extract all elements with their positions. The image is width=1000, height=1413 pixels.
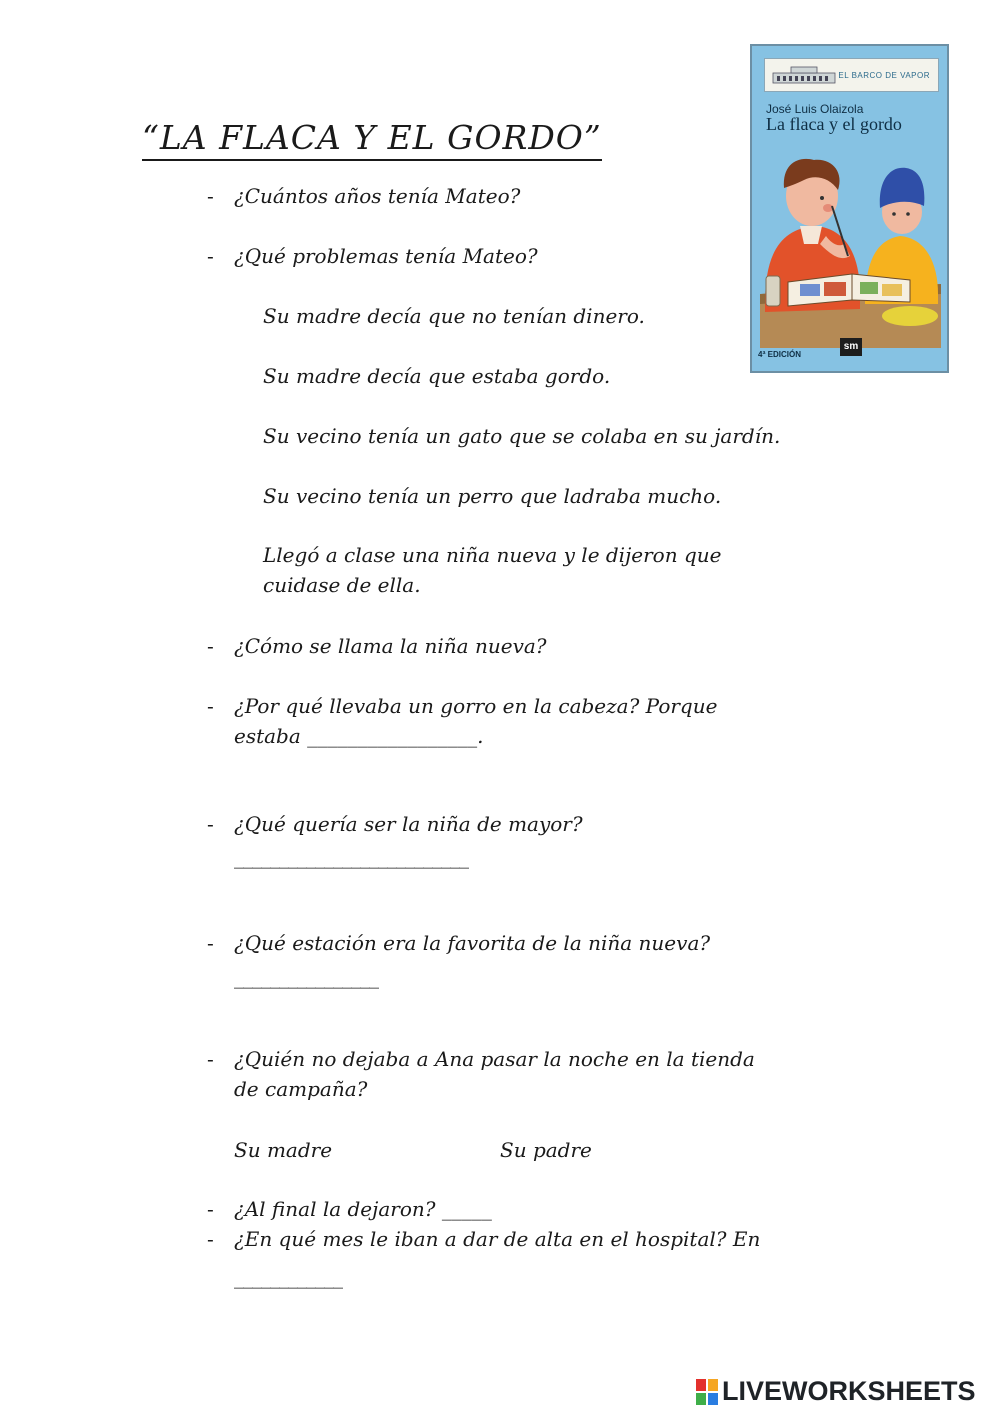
bullet-dash: - bbox=[207, 244, 214, 268]
answer-blank[interactable]: __________________________ bbox=[234, 845, 468, 869]
bullet-dash: - bbox=[207, 1047, 214, 1071]
cover-illustration bbox=[760, 144, 941, 348]
liveworksheets-logo bbox=[696, 1376, 994, 1410]
building-icon bbox=[771, 65, 837, 85]
publisher-logo: sm bbox=[840, 338, 862, 356]
bullet-dash: - bbox=[207, 931, 214, 955]
cover-edition: 4ª EDICIÓN bbox=[758, 350, 801, 359]
question-3: ¿Cómo se llama la niña nueva? bbox=[234, 634, 547, 658]
question-1: ¿Cuántos años tenía Mateo? bbox=[234, 184, 521, 208]
answer-blank[interactable]: ____________ bbox=[234, 1265, 342, 1289]
bullet-dash: - bbox=[207, 184, 214, 208]
question-5: ¿Qué quería ser la niña de mayor? bbox=[234, 812, 583, 836]
question-7: ¿Quién no dejaba a Ana pasar la noche en la tienda bbox=[234, 1047, 755, 1071]
answer-option-continuation[interactable]: cuidase de ella. bbox=[263, 573, 421, 597]
bullet-dash: - bbox=[207, 1197, 214, 1221]
bullet-dash: - bbox=[207, 694, 214, 718]
bullet-dash: - bbox=[207, 812, 214, 836]
question-2: ¿Qué problemas tenía Mateo? bbox=[234, 244, 538, 268]
cover-title: La flaca y el gordo bbox=[766, 114, 902, 134]
question-7-continuation: de campaña? bbox=[234, 1077, 368, 1101]
book-cover-image bbox=[750, 44, 949, 373]
liveworksheets-mark-icon bbox=[696, 1379, 718, 1405]
answer-option[interactable]: Llegó a clase una niña nueva y le dijeron que bbox=[263, 543, 722, 567]
question-9: ¿En qué mes le iban a dar de alta en el hospital? En bbox=[234, 1227, 761, 1251]
cover-series-band bbox=[764, 58, 939, 92]
question-4: ¿Por qué llevaba un gorro en la cabeza? Porque bbox=[234, 694, 718, 718]
answer-option-su-padre[interactable]: Su padre bbox=[500, 1138, 592, 1162]
brand-wordmark: LIVEWORKSHEETS bbox=[722, 1376, 976, 1406]
question-4-blank-line[interactable]: estaba _________________. bbox=[234, 724, 484, 748]
answer-option[interactable]: Su madre decía que estaba gordo. bbox=[263, 364, 611, 388]
worksheet-title: “LA FLACA Y EL GORDO” bbox=[142, 118, 602, 161]
cover-series-label: EL BARCO DE VAPOR bbox=[838, 71, 930, 80]
question-6: ¿Qué estación era la favorita de la niña nueva? bbox=[234, 931, 711, 955]
cover-author: José Luis Olaizola bbox=[766, 102, 864, 116]
bullet-dash: - bbox=[207, 634, 214, 658]
answer-option[interactable]: Su madre decía que no tenían dinero. bbox=[263, 304, 645, 328]
answer-option[interactable]: Su vecino tenía un gato que se colaba en su jardín. bbox=[263, 424, 781, 448]
answer-blank[interactable]: ________________ bbox=[234, 965, 378, 989]
bullet-dash: - bbox=[207, 1227, 214, 1251]
answer-option-su-madre[interactable]: Su madre bbox=[234, 1138, 333, 1162]
answer-option[interactable]: Su vecino tenía un perro que ladraba mucho. bbox=[263, 484, 722, 508]
question-8[interactable]: ¿Al final la dejaron? _____ bbox=[234, 1197, 492, 1221]
